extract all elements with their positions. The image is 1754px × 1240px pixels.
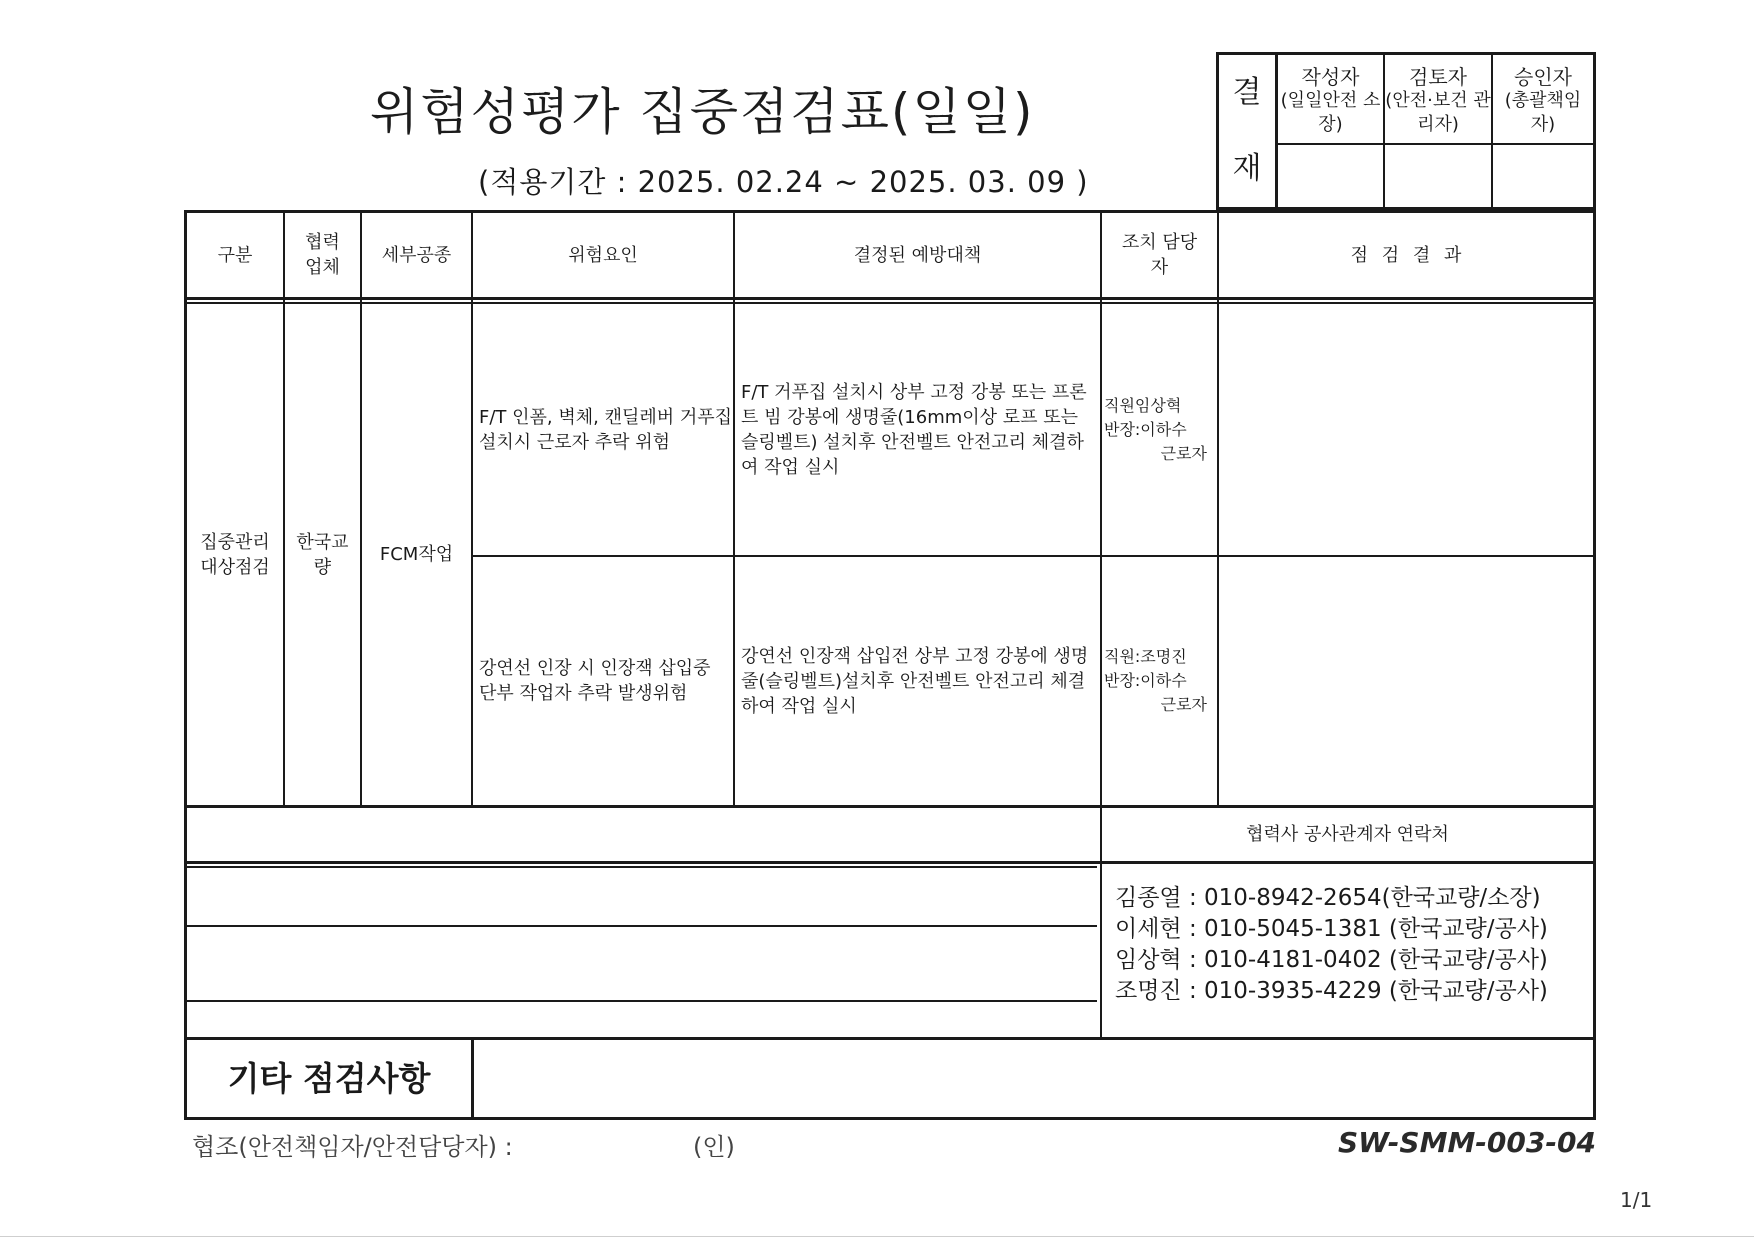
approval-reviewer bbox=[1385, 59, 1491, 143]
page-bottom-rule bbox=[0, 1236, 1754, 1237]
row2-assignee-staff: 직원:조명진 bbox=[1104, 647, 1187, 666]
approval-box bbox=[1216, 52, 1596, 210]
contact-1: 김종열 : 010-8942-2654(한국교량/소장) bbox=[1115, 885, 1541, 911]
row2-assignee bbox=[1102, 557, 1217, 805]
category-cell: 집중관리 대상점검 bbox=[200, 531, 270, 578]
page-number: 1/1 bbox=[1620, 1188, 1653, 1212]
other-inspection-field[interactable] bbox=[474, 1040, 1593, 1117]
header-category: 구분 bbox=[217, 244, 253, 266]
approval-approver-sign[interactable] bbox=[1493, 145, 1593, 207]
cooperation-label: 협조(안전책임자/안전담당자) : bbox=[192, 1133, 513, 1161]
header-measure: 결정된 예방대책 bbox=[853, 244, 982, 266]
row2-result[interactable] bbox=[1219, 557, 1593, 805]
approval-approver bbox=[1493, 59, 1593, 143]
inspection-table bbox=[184, 210, 1596, 1120]
contacts-title: 협력사 공사관계자 연락처 bbox=[1246, 824, 1449, 845]
approval-writer-title: 작성자 bbox=[1301, 65, 1360, 89]
approval-writer-sub: (일일안전 소장) bbox=[1280, 90, 1381, 135]
header-assignee: 조치 담당 자 bbox=[1121, 232, 1198, 278]
seal-mark: (인) bbox=[693, 1133, 735, 1161]
approval-writer-sign[interactable] bbox=[1278, 145, 1383, 207]
approval-label-bottom: 재 bbox=[1232, 151, 1262, 186]
row1-assignee-leader: 반장:이하수 bbox=[1104, 419, 1187, 439]
row1-hazard: F/T 인폼, 벽체, 캔딜레버 거푸집 설치시 근로자 추락 위험 bbox=[479, 406, 733, 453]
document-code: SW-SMM-003-04 bbox=[1338, 1126, 1596, 1159]
row2-hazard: 강연선 인장 시 인장잭 삽입중 단부 작업자 추락 발생위험 bbox=[479, 658, 711, 704]
header-result: 점 검 결 과 bbox=[1350, 244, 1462, 266]
row2-measure: 강연선 인장잭 삽입전 상부 고정 강봉에 생명줄(슬링벨트)설치후 안전벨트 안전고리 체결하여 작업 실시 bbox=[741, 645, 1089, 717]
approval-approver-title: 승인자 bbox=[1514, 65, 1572, 89]
row1-assignee bbox=[1102, 304, 1217, 555]
row1-measure: F/T 거푸집 설치시 상부 고정 강봉 또는 프론트 빔 강봉에 생명줄(16mm이상 로프 또는 슬링벨트) 설치후 안전벨트 안전고리 체결하여 작업 실시 bbox=[741, 381, 1087, 478]
contact-3: 임상혁 : 010-4181-0402 (한국교량/공사) bbox=[1115, 947, 1548, 973]
header-hazard: 위험요인 bbox=[568, 244, 638, 266]
approval-writer bbox=[1278, 59, 1383, 143]
contact-4: 조명진 : 010-3935-4229 (한국교량/공사) bbox=[1115, 978, 1548, 1004]
approval-approver-sub: (총괄책임 자) bbox=[1504, 90, 1582, 135]
partner-cell: 한국교 량 bbox=[296, 531, 349, 578]
application-period: (적용기간 : 2025. 02.24 ~ 2025. 03. 09 ) bbox=[478, 165, 1089, 199]
approval-label-top: 결 bbox=[1232, 75, 1262, 110]
note-blank-2[interactable] bbox=[187, 868, 1100, 925]
approval-reviewer-sign[interactable] bbox=[1385, 145, 1491, 207]
row1-assignee-worker: 근로자 bbox=[1160, 443, 1207, 463]
row2-assignee-leader: 반장:이하수 bbox=[1104, 671, 1187, 690]
row1-result[interactable] bbox=[1219, 304, 1593, 555]
subwork-cell: FCM작업 bbox=[379, 544, 454, 565]
approval-reviewer-title: 검토자 bbox=[1409, 65, 1467, 89]
note-blank-1[interactable] bbox=[187, 808, 1100, 861]
row1-assignee-staff: 직원임상혁 bbox=[1104, 395, 1182, 415]
header-partner: 협력 업체 bbox=[305, 232, 340, 278]
header-subwork: 세부공종 bbox=[381, 244, 452, 266]
contact-2: 이세현 : 010-5045-1381 (한국교량/공사) bbox=[1115, 916, 1548, 942]
document-title: 위험성평가 집중점검표(일일) bbox=[370, 83, 1035, 141]
note-blank-3[interactable] bbox=[187, 927, 1100, 1000]
note-blank-4[interactable] bbox=[187, 1002, 1100, 1037]
approval-reviewer-sub: (안전·보건 관리자) bbox=[1385, 90, 1491, 135]
row2-assignee-worker: 근로자 bbox=[1160, 695, 1207, 714]
other-inspection-label: 기타 점검사항 bbox=[227, 1059, 431, 1098]
